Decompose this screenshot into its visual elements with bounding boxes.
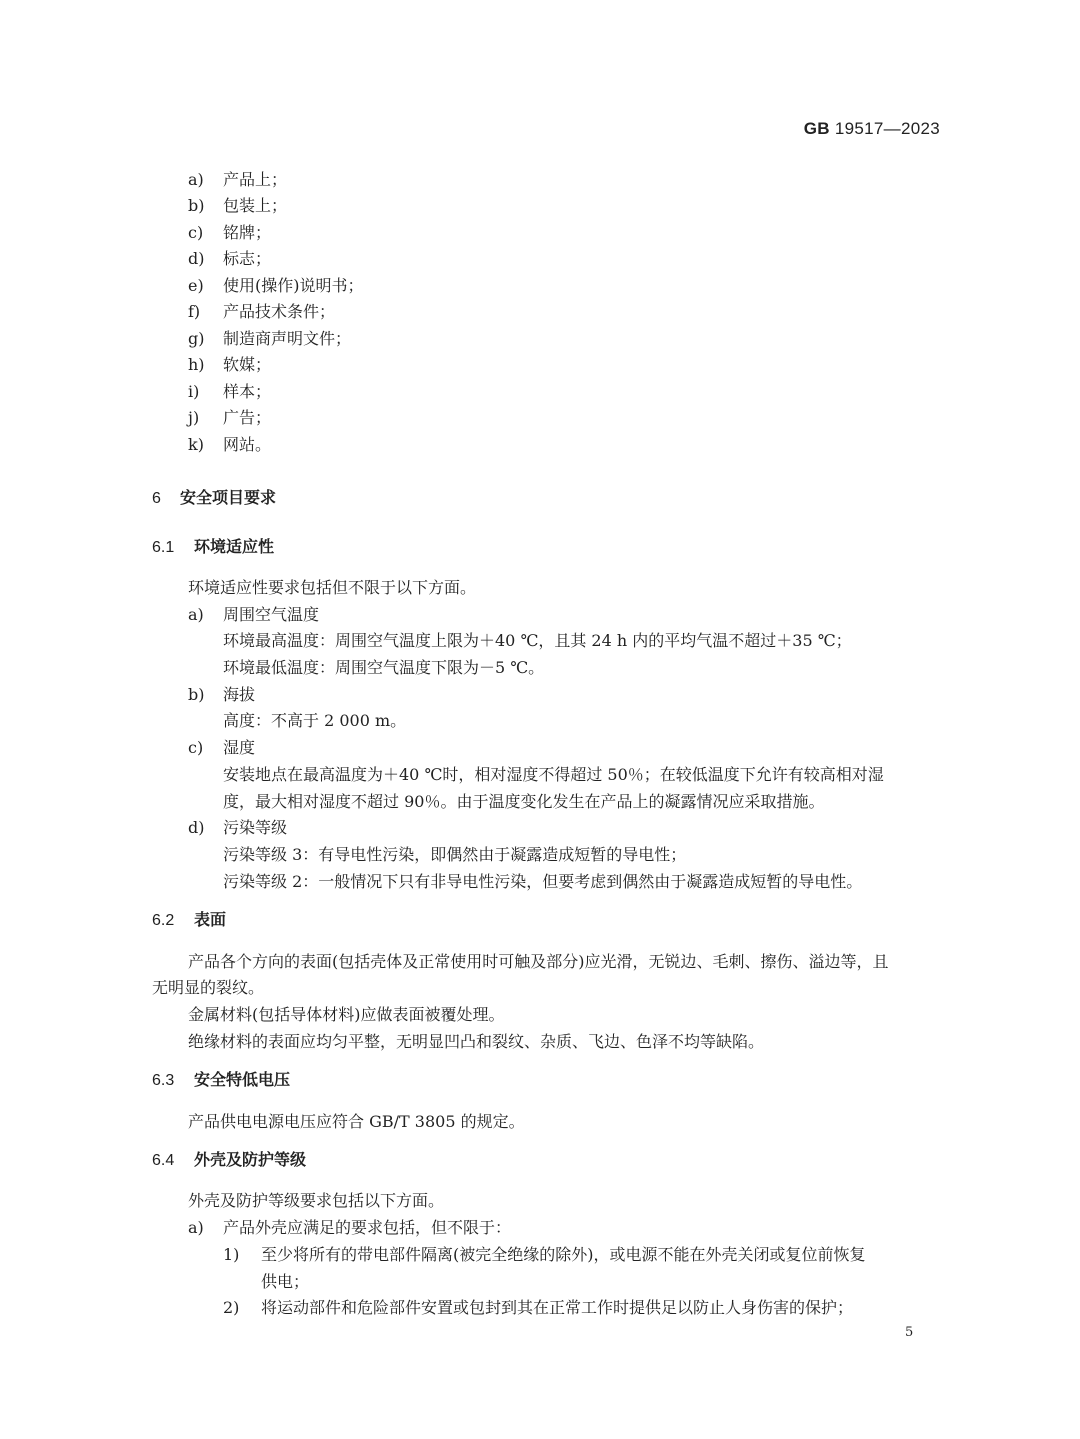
page-number: 5 <box>905 1325 914 1340</box>
section-6-heading: 6 安全项目要求 <box>152 490 277 507</box>
list-item: e) 使用(操作)说明书； <box>188 276 364 295</box>
paragraph: 产品供电电源电压应符合 GB/T 3805 的规定。 <box>188 1112 525 1131</box>
list-item: k) 网站。 <box>188 435 272 454</box>
list-item: d) 污染等级 <box>188 818 288 837</box>
list-item: a) 周围空气温度 <box>188 605 320 624</box>
paragraph: 安装地点在最高温度为＋40 ℃时，相对湿度不得超过 50％；在较低温度下允许有较高相对湿 <box>223 765 884 784</box>
list-item: h) 软媒； <box>188 355 272 374</box>
list-item: c) 铭牌； <box>188 223 272 242</box>
list-item: c) 湿度 <box>188 738 256 757</box>
list-item: a) 产品上； <box>188 170 288 189</box>
paragraph: 度，最大相对湿度不超过 90％。由于温度变化发生在产品上的凝露情况应采取措施。 <box>223 792 825 811</box>
list-item: j) 广告； <box>188 408 272 427</box>
list-item: i) 样本； <box>188 382 272 401</box>
paragraph: 外壳及防护等级要求包括以下方面。 <box>188 1191 445 1210</box>
section-6-4-heading: 6.4 外壳及防护等级 <box>152 1152 307 1169</box>
paragraph: 环境最低温度：周围空气温度下限为－5 ℃。 <box>223 658 545 677</box>
paragraph: 金属材料(包括导体材料)应做表面被覆处理。 <box>188 1005 505 1024</box>
paragraph: 产品各个方向的表面(包括壳体及正常使用时可触及部分)应光滑，无锐边、毛刺、擦伤、溢边等，且 <box>188 952 889 971</box>
list-item: 1) 至少将所有的带电部件隔离(被完全绝缘的除外)，或电源不能在外壳关闭或复位前恢复 <box>223 1245 866 1264</box>
paragraph: 环境适应性要求包括但不限于以下方面。 <box>188 578 477 597</box>
paragraph: 环境最高温度：周围空气温度上限为＋40 ℃，且其 24 h 内的平均气温不超过＋35 ℃； <box>223 631 852 650</box>
list-item: d) 标志； <box>188 249 272 268</box>
section-6-3-heading: 6.3 安全特低电压 <box>152 1072 291 1089</box>
paragraph: 污染等级 2：一般情况下只有非导电性污染，但要考虑到偶然由于凝露造成短暂的导电性。 <box>223 872 863 891</box>
paragraph: 供电； <box>261 1272 310 1291</box>
section-6-1-heading: 6.1 环境适应性 <box>152 539 275 556</box>
standard-code-header <box>804 119 940 139</box>
paragraph: 高度：不高于 2 000 m。 <box>223 711 407 730</box>
list-item: f) 产品技术条件； <box>188 302 336 321</box>
paragraph: 污染等级 3：有导电性污染，即偶然由于凝露造成短暂的导电性； <box>223 845 687 864</box>
list-item: 2) 将运动部件和危险部件安置或包封到其在正常工作时提供足以防止人身伤害的保护； <box>223 1298 854 1317</box>
gb-label: GB <box>803 119 830 138</box>
list-item: b) 包装上； <box>188 196 288 215</box>
section-6-2-heading: 6.2 表面 <box>152 912 227 929</box>
list-item: g) 制造商声明文件； <box>188 329 352 348</box>
standard-number: 19517—2023 <box>834 119 940 138</box>
paragraph: 绝缘材料的表面应均匀平整，无明显凹凸和裂纹、杂质、飞边、色泽不均等缺陷。 <box>188 1032 765 1051</box>
list-item: b) 海拔 <box>188 685 256 704</box>
paragraph: 无明显的裂纹。 <box>152 978 265 997</box>
list-item: a) 产品外壳应满足的要求包括，但不限于： <box>188 1218 512 1237</box>
